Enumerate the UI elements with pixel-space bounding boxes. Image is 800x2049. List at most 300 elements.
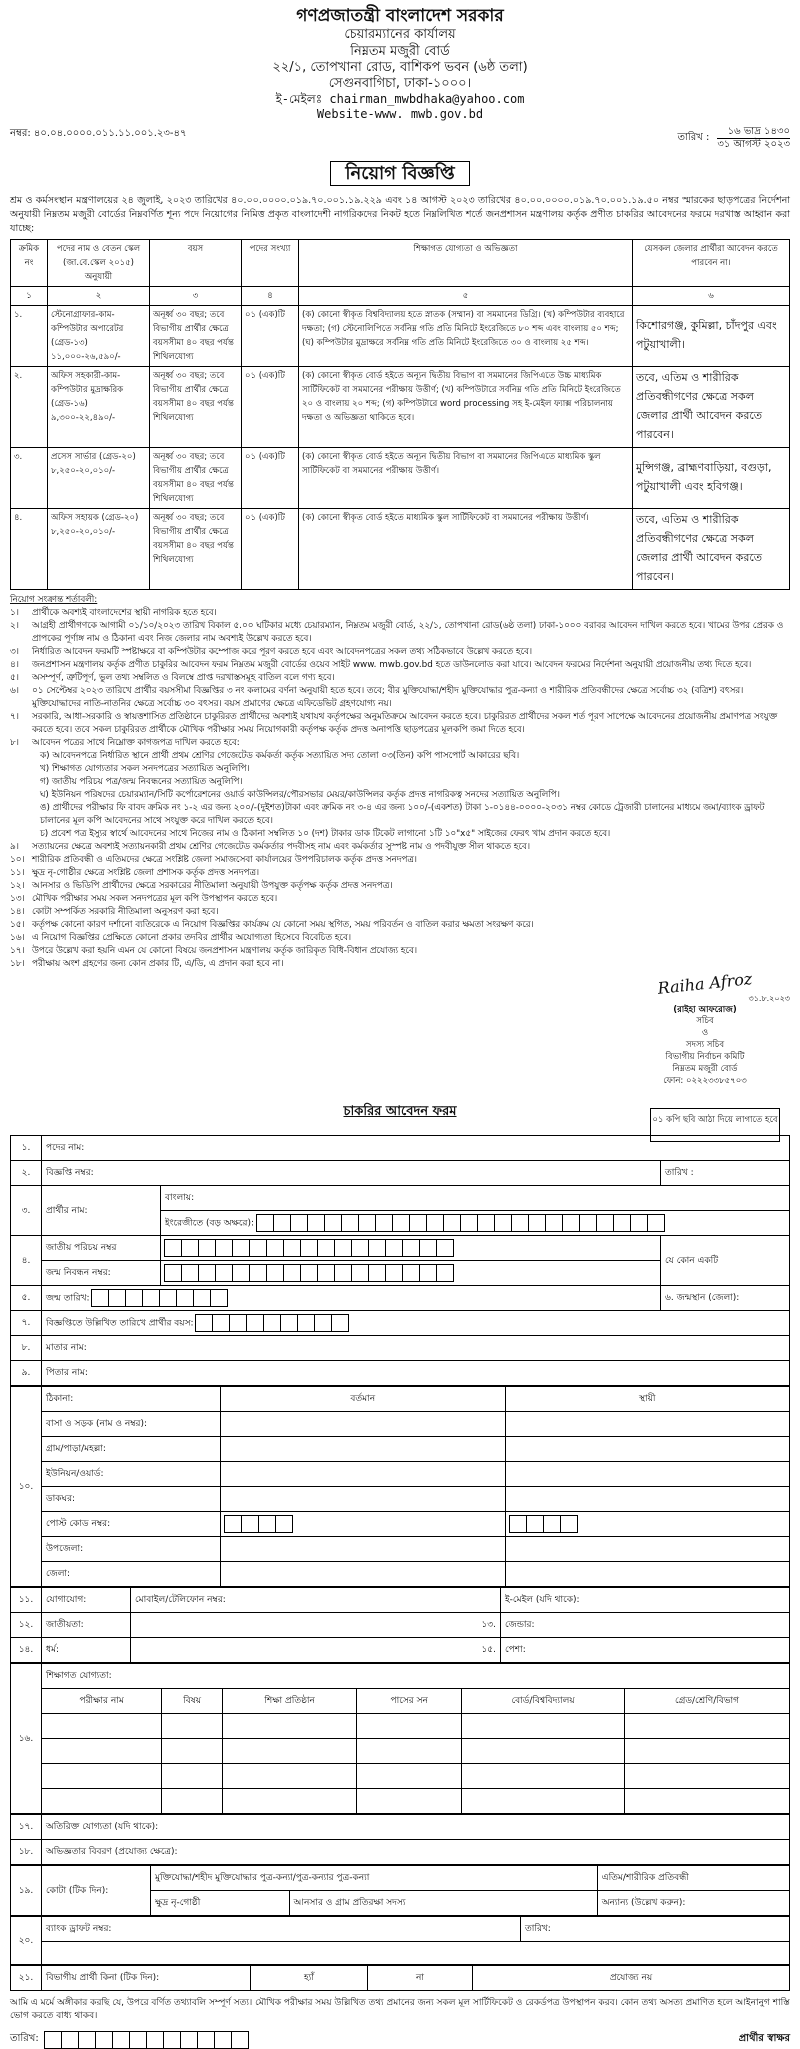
age-cell: অনূর্ধ্ব ৩০ বছর; তবে বিভাগীয় প্রার্থীর ক্ষেত্রে বয়সসীমা ৪০ বছর পর্যন্ত শিথিলযোগ্য: [150, 366, 242, 447]
list-item: [10, 867, 790, 880]
notice-title-text: নিয়োগ বিজ্ঞপ্তি: [330, 161, 469, 186]
list-item: [10, 737, 790, 750]
form-row: [11, 1637, 790, 1662]
form-row: [11, 1587, 790, 1612]
qualification-cell: (ক) কোনো স্বীকৃত বোর্ড হইতে অন্যূন দ্বিতীয় বিভাগ বা সমমানের জিপিএতে উচ্চ মাধ্যমিক সার্টিফিকেট বা সমমানের পরীক্ষায় উত্তীর্ণ; (খ) কম্পিউটারে সর্বনিম্ন গতি প্রতি মিনিটে ইংরেজিতে ২০ ও বাংলায় ২০ শব্দ; (গ) কম্পিউটারে word processing সহ ই-মেইল ফ্যাক্স পরিচালনায় দক্ষতা ও অভিজ্ঞতা থাকিতে হবে।: [299, 366, 633, 447]
address-row: [11, 1511, 790, 1536]
field-label: বাংলায়:: [165, 1193, 195, 1204]
field-label: কোটা (টিক দিন):: [42, 1865, 151, 1915]
sub-item: ক) আবেদনপত্রে নির্ধারিত স্থানে প্রার্থী প্রথম শ্রেণির গেজেটেড কর্মকর্তা কর্তৃক সত্যায়িত সদ্য তোলা ০৩(তিন) কপি পাসপোর্ট আকারের ছবি।: [40, 750, 520, 761]
field-label: মুক্তিযোদ্ধা/শহীদ মুক্তিযোদ্ধার পুত্র-কন্যা/পুত্র-কন্যার পুত্র-কন্যা: [155, 1873, 370, 1884]
list-item: [10, 607, 790, 620]
term-number: ৬।: [10, 685, 19, 696]
term-number: ৭।: [10, 711, 19, 722]
edu-input[interactable]: [162, 1738, 223, 1763]
row-number: ১৫.: [481, 1645, 496, 1656]
posts-table: [10, 239, 790, 590]
age-field[interactable]: [42, 1310, 790, 1335]
applicant-signature[interactable]: প্রার্থীর স্বাক্ষর: [738, 2033, 790, 2045]
term-number: ৫।: [10, 672, 19, 683]
districts-cell: কিশোরগঞ্জ, কুমিল্লা, চাঁদপুর এবং পটুয়াখালী।: [633, 305, 790, 366]
sub-item: চ) প্রবেশ পত্র ইস্যুর স্বার্থে আবেদনের সাথে নিজের নাম ও ঠিকানা সম্বলিত ১০ (দশ) টাকার ডাক টিকেট লাগানো ১টি ১০"x৫" সাইজের ফেরৎ খাম প্রদান করতে হবে।: [40, 828, 611, 839]
edu-input[interactable]: [625, 1763, 790, 1788]
row-number: ৪.: [11, 1235, 42, 1285]
edu-input[interactable]: [625, 1713, 790, 1738]
field-label: অতিরিক্ত যোগ্যতা (যদি থাকে):: [46, 1822, 159, 1833]
address-table: [10, 1386, 790, 1587]
term-number: ১২।: [10, 880, 25, 891]
website-line: Website-www. mwb.gov.bd: [316, 107, 484, 122]
field-note: যে কোন একটি: [661, 1235, 790, 1285]
terms-section: [10, 594, 790, 971]
sub-item: গ) জাতীয় পরিচয় পত্র/জন্ম নিবন্ধনের সত্যায়িত অনুলিপি।: [40, 776, 243, 787]
term-number: ১।: [10, 607, 19, 618]
signatory-name: (রাইহা আফরোজ): [673, 1004, 737, 1015]
term-text: কোটা সম্পর্কিত সরকারি নীতিমালা অনুসরণ করা হবে।: [32, 906, 219, 917]
date-gregorian: ৩১ আগস্ট ২০২৩: [717, 139, 790, 151]
form-row: [11, 1916, 790, 1941]
field-label: বাসা ও সড়ক (নাম ও নম্বর):: [42, 1411, 221, 1436]
list-item: [10, 854, 790, 867]
field-label: না: [416, 1973, 424, 1984]
field-label: অন্যান্য (উল্লেখ করুন):: [601, 1898, 686, 1909]
name-english-field[interactable]: [161, 1210, 790, 1235]
present-address-header: বর্তমান: [221, 1386, 506, 1411]
term-text: ০১ সেপ্টেম্বর ২০২৩ তারিখে প্রার্থীর বয়সসীমা বিজ্ঞপ্তির ৩ নং কলামের বর্ণনা অনুযায়ী হতে হবে। তবে; বীর মুক্তিযোদ্ধা/শহীদ মুক্তিযোদ্ধার পুত্র-কন্যা ও শারীরিক প্রতিবন্ধীদের ক্ষেত্রে সর্বোচ্চ ৩২ (বত্রিশ) বৎসর। মুক্তিযোদ্ধাদের নাতি-নাতনির ক্ষেত্রে সর্বোচ্চ ৩০ বৎসর। বয়স প্রমাণের ক্ষেত্রে এফিডেভিট গ্রহণযোগ্য নয়।: [32, 685, 744, 709]
form-row: [11, 1335, 790, 1360]
age-cell: অনূর্ধ্ব ৩০ বছর; তবে বিভাগীয় প্রার্থীর ক্ষেত্রে বয়সসীমা ৪০ বছর পর্যন্ত শিথিলযোগ্য: [150, 508, 242, 589]
declaration-text: আমি এ মর্মে অঙ্গীকার করছি যে, উপরে বর্ণিত তথ্যাবলি সম্পূর্ণ সত্য। মৌখিক পরীক্ষার সময় উল্লিখিত তথ্য প্রমানের জন্য সকল মূল সার্টিফিকেট ও রেকর্ডপত্র উপস্থাপন করব। কোন তথ্য অসত্য প্রমাণিত হলে আইনানুগ শাস্তি ভোগ করতে বাধ্য থাকব।: [10, 1997, 790, 2021]
field-label: পদের নাম:: [46, 1143, 85, 1154]
row-number: ৯.: [11, 1360, 42, 1385]
present-village-input[interactable]: [221, 1436, 506, 1461]
table-row: [11, 366, 790, 447]
office-name: চেয়ারম্যানের কার্যালয়: [344, 27, 456, 43]
table-row: [11, 1763, 790, 1788]
field-label: ধর্ম:: [42, 1637, 131, 1662]
name-bangla-field[interactable]: [161, 1185, 790, 1210]
term-text: পরীক্ষায় অংশ গ্রহণের জন্য কোন প্রকার টি, এ/ডি, এ প্রদান করা হবে না।: [32, 958, 284, 969]
edu-input[interactable]: [222, 1763, 356, 1788]
term-text: শারীরিক প্রতিবন্ধী ও এতিমদের ক্ষেত্রে সংশ্লিষ্ট জেলা সমাজসেবা কার্যালয়ের উপপরিচালক কর্তৃক প্রদত্ত সনদপত্র।: [32, 854, 417, 865]
field-label: তারিখ :: [665, 1168, 694, 1179]
form-row: [11, 1839, 790, 1864]
edu-input[interactable]: [462, 1788, 625, 1813]
occupation-field[interactable]: [501, 1637, 790, 1662]
dept-na-option[interactable]: [472, 1965, 789, 1990]
form-row: [11, 1965, 790, 1990]
row-number: ৩.: [11, 1185, 42, 1235]
term-text: ক্ষুদ্র নৃ-গোষ্ঠীর ক্ষেত্রে সংশ্লিষ্ট জেলা প্রশাসক কর্তৃক প্রদত্ত সনদপত্র।: [32, 867, 260, 878]
birthplace-field[interactable]: [661, 1285, 790, 1310]
field-label: বিভাগীয় প্রার্থী কিনা (টিক দিন):: [42, 1965, 251, 1990]
field-label: গ্রাম/পাড়া/মহল্লা:: [42, 1436, 221, 1461]
permanent-district-input[interactable]: [505, 1561, 790, 1586]
col-board: বোর্ড/বিশ্ববিদ্যালয়: [462, 1688, 625, 1713]
present-postcode-input[interactable]: [221, 1511, 506, 1536]
term-text: সত্যায়নের ক্ষেত্রে অবশ্যই সত্যায়নকারী প্রথম শ্রেণির গেজেটেড কর্মকর্তার পদবীসহ নাম এবং কর্মকর্তার সুস্পষ্ট নাম ও পদবীযুক্ত সীল থাকতে হবে।: [32, 841, 530, 852]
mother-name-field[interactable]: [42, 1335, 790, 1360]
edu-input[interactable]: [42, 1713, 162, 1738]
nid-field[interactable]: [161, 1235, 661, 1260]
term-number: ৮।: [10, 737, 19, 748]
form-row: [11, 1814, 790, 1839]
list-item: [10, 958, 790, 971]
permanent-house-input[interactable]: [505, 1411, 790, 1436]
field-label: জেন্ডার:: [505, 1620, 535, 1631]
count-cell: ০১ (এক)টি: [242, 447, 299, 508]
form-row: [11, 1235, 790, 1260]
row-number: ১৮.: [11, 1839, 42, 1864]
list-item: [10, 841, 790, 854]
address-row: [11, 1536, 790, 1561]
row-number: ১৩.: [481, 1620, 496, 1631]
list-item: [10, 880, 790, 893]
edu-input[interactable]: [625, 1788, 790, 1813]
permanent-postoffice-input[interactable]: [505, 1486, 790, 1511]
term-number: ১৪।: [10, 906, 25, 917]
col-grade: গ্রেড/শ্রেণি/বিভাগ: [625, 1688, 790, 1713]
bank-draft-field[interactable]: [42, 1916, 521, 1941]
bank-extra-field[interactable]: [42, 1941, 790, 1964]
table-row: [11, 1738, 790, 1763]
field-label: আনসার ও গ্রাম প্রতিরক্ষা সদস্য: [293, 1898, 406, 1909]
row-number: ১.: [11, 1135, 42, 1160]
permanent-postcode-input[interactable]: [505, 1511, 790, 1536]
term-number: ১৬।: [10, 932, 25, 943]
signatory-phone: ফোন: ০২২২৩৩৮৫৭০৩: [663, 1075, 747, 1086]
birth-reg-field[interactable]: [161, 1260, 661, 1285]
address-line: ২২/১, তোপখানা রোড, বাশিকপ ভবন (৬ষ্ঠ তলা): [272, 59, 528, 75]
sub-item: খ) শিক্ষাগত যোগ্যতার সকল সনদপত্রের সত্যায়িত অনুলিপি।: [40, 763, 250, 774]
term-number: ১৩।: [10, 893, 25, 904]
extra-table: [10, 1814, 790, 1865]
address-row: [11, 1436, 790, 1461]
term-text: আগ্রহী প্রার্থীগণকে আগামী ০১/১০/২০২৩ তারিখ বিকাল ৫.০০ ঘটিকার মধ্যে চেয়ারম্যান, নিম্নতম মজুরী বোর্ড, ২২/১, তোপখানা রোড(৬ষ্ঠ তলা) ঢাকা-১০০০ বরাবর আবেদন দাখিল করতে হবে। খামের উপর প্রেরক ও প্রাপকের পূর্ণাঙ্গ নাম ও ঠিকানা এবং নিজ জেলার নাম অবশ্যই উল্লেখ করতে হবে।: [32, 620, 784, 644]
present-upazila-input[interactable]: [221, 1536, 506, 1561]
col-count: পদের সংখ্যা: [242, 239, 299, 286]
photo-box: ০১ কপি ছবি আঠা দিয়ে লাগাতে হবে: [650, 1108, 780, 1142]
edu-input[interactable]: [357, 1738, 462, 1763]
departmental-table: [10, 1965, 790, 1991]
quota-ansar[interactable]: [289, 1890, 597, 1915]
field-label: জাতীয়তা:: [42, 1612, 131, 1637]
dept-yes-option[interactable]: [251, 1965, 368, 1990]
count-cell: ০১ (এক)টি: [242, 508, 299, 589]
col-exam: পরীক্ষার নাম: [42, 1688, 162, 1713]
col-year: পাসের সন: [357, 1688, 462, 1713]
edu-input[interactable]: [162, 1763, 223, 1788]
application-form: [10, 1135, 790, 1386]
permanent-union-input[interactable]: [505, 1461, 790, 1486]
date-bengali: ১৬ ভাদ্র ১৪৩০: [717, 126, 790, 139]
serial-cell: ১.: [11, 305, 48, 366]
intro-paragraph: শ্রম ও কর্মসংস্থান মন্ত্রণালয়ের ২৪ জুলাই, ২০২৩ তারিখের ৪০.০০.০০০০.০১৯.৭০.০০১.১৯.২২৯ এবং ১৪ আগস্ট ২০২৩ তারিখের ৪০.০০.০০০০.০১৯.৭০.০০১.১৯.৫০ নম্বর স্মারকের ছাড়পত্রের নির্দেশনা অনুযায়ী নিম্নতম মজুরী বোর্ডের নিম্নবর্ণিত শূন্য পদে নিয়োগের নিমিত্ত প্রকৃত বাংলাদেশী নাগরিকদের নিকট হতে নিম্নলিখিত শর্তে জনপ্রশাসন মন্ত্রণালয় কর্তৃক প্রণীত চাকরির আবেদনের ফরমে দরখাস্ত আহ্বান করা যাচ্ছে:: [10, 195, 790, 234]
edu-input[interactable]: [162, 1788, 223, 1813]
field-label: ক্ষুদ্র নৃ-গোষ্ঠী: [155, 1898, 201, 1909]
row-number: ৫.: [11, 1285, 42, 1310]
term-text: এ নিয়োগ বিজ্ঞপ্তির প্রেক্ষিতে কোনো প্রকার তদবির প্রার্থীর অযোগ্যতা হিসেবে বিবেচিত হবে।: [32, 932, 352, 943]
form-row: [11, 1612, 790, 1637]
form-row: [11, 1160, 790, 1185]
sub-item: ঘ) ইউনিয়ন পরিষদের চেয়ারম্যান/সিটি কর্পোরেশনের ওয়ার্ড কাউন্সিলর/পৌরসভার মেয়র/কাউন্সিলর কর্তৃক প্রদত্ত নাগরিকত্ব সনদের সত্যায়িত অনুলিপি।: [40, 789, 560, 800]
term-number: ১৫।: [10, 919, 25, 930]
index-cell: ৪: [242, 286, 299, 305]
col-post: পদের নাম ও বেতন স্কেল (জা.বে.স্কেল ২০১৫) অনুযায়ী: [48, 239, 150, 286]
term-number: ১০।: [10, 854, 25, 865]
age-cell: অনূর্ধ্ব ৩০ বছর; তবে বিভাগীয় প্রার্থীর ক্ষেত্রে বয়সসীমা ৪০ বছর পর্যন্ত শিথিলযোগ্য: [150, 447, 242, 508]
form-row: [11, 1310, 790, 1335]
field-label: অভিজ্ঞতার বিবরণ (প্রযোজ্য ক্ষেত্রে):: [46, 1847, 178, 1858]
field-label: হ্যাঁ: [304, 1973, 314, 1984]
bank-table: [10, 1916, 790, 1965]
quota-table: [10, 1865, 790, 1916]
qualification-cell: (ক) কোনো স্বীকৃত বোর্ড হইতে অন্যূন দ্বিতীয় বিভাগ বা সমমানের জিপিএতে মাধ্যমিক স্কুল সার্টিফিকেট বা সমমানের পরীক্ষায় উত্তীর্ণ।: [299, 447, 633, 508]
notice-title: [10, 159, 790, 190]
date-input[interactable]: [45, 2031, 249, 2049]
index-cell: ৬: [633, 286, 790, 305]
term-number: ২।: [10, 620, 19, 631]
memo-number: নম্বর: ৪০.০৪.০০০০.০১১.১১.০০১.২৩-৪৭: [10, 128, 187, 140]
date-label: তারিখ:: [10, 2033, 39, 2045]
edu-input[interactable]: [42, 1763, 162, 1788]
quota-other[interactable]: [597, 1890, 789, 1915]
edu-input[interactable]: [357, 1788, 462, 1813]
list-item: [10, 685, 790, 711]
edu-input[interactable]: [462, 1738, 625, 1763]
post-cell: অফিস সহকারী-কাম-কম্পিউটার মুদ্রাক্ষরিক (গ্রেড-১৬) ৯,৩০০-২২,৪৯০/-: [48, 366, 150, 447]
districts-cell: মুন্সিগঞ্জ, ব্রাহ্মণবাড়িয়া, বগুড়া, পটুয়াখালী এবং হবিগঞ্জ।: [633, 447, 790, 508]
term-text: সরকারি, আধা-সরকারি ও স্বায়ত্তশাসিত প্রতিষ্ঠানে চাকুরিরত প্রার্থীদের অবশ্যই যথাযথ কর্তৃপক্ষের অনুমতিক্রমে আবেদন করতে হবে। চাকুরিরত প্রার্থীদের সকল শর্ত পূরণ সাপেক্ষে আবেদনের প্রয়োজনীয় প্রমাণপত্র সংযুক্ত করতে হবে। তবে সকল চাকুরিরত প্রার্থীকে মৌখিক পরীক্ষার সময় নিয়োগকারী কর্তৃপক্ষ কর্তৃক প্রদত্ত অনাপত্তি ছাড়পত্রের মূলকপি জমা দিতে হবে।: [32, 711, 778, 735]
field-label: ঠিকানা:: [42, 1386, 221, 1411]
advertisement-page: [10, 6, 790, 2049]
experience-field[interactable]: [42, 1839, 790, 1864]
index-cell: ২: [48, 286, 150, 305]
field-label: উপজেলা:: [42, 1536, 221, 1561]
list-item: [10, 932, 790, 945]
field-label: বিজ্ঞপ্তি নম্বর:: [46, 1168, 94, 1179]
field-label: এতিম/শারীরিক প্রতিবন্ধী: [601, 1873, 689, 1884]
edu-input[interactable]: [462, 1713, 625, 1738]
list-item: [10, 646, 790, 659]
present-postoffice-input[interactable]: [221, 1486, 506, 1511]
quota-orphan-disabled[interactable]: [597, 1865, 789, 1890]
field-label: ইউনিয়ন/ওয়ার্ড:: [42, 1461, 221, 1486]
row-number: ৮.: [11, 1335, 42, 1360]
additional-qualification-field[interactable]: [42, 1814, 790, 1839]
col-subject: বিষয়: [162, 1688, 223, 1713]
form-title: চাকরির আবেদন ফরম: [343, 1103, 457, 1119]
signatory-role-2: সদস্য সচিব: [685, 1040, 725, 1051]
col-institution: শিক্ষা প্রতিষ্ঠান: [222, 1688, 356, 1713]
serial-cell: ৪.: [11, 508, 48, 589]
term-text: জনপ্রশাসন মন্ত্রণালয় কর্তৃক প্রণীত চাকুরির আবেদন ফরম নিম্নতম মজুরী বোর্ডের ওয়েব সাইট www. mwb.gov.bd হতে ডাউনলোড করা যাবে। আবেদন ফরমের নির্দেশনা অনুযায়ী প্রয়োজনীয় তথ্য দিতে হবে।: [32, 659, 752, 670]
edu-input[interactable]: [42, 1738, 162, 1763]
email-field[interactable]: [501, 1587, 790, 1612]
col-districts: যেসকল জেলার প্রার্থীরা আবেদন করতে পারবেন না।: [633, 239, 790, 286]
nationality-field[interactable]: [131, 1612, 501, 1637]
edu-input[interactable]: [462, 1763, 625, 1788]
list-item: [10, 906, 790, 919]
signatory-and: ও: [701, 1028, 709, 1039]
term-text: আবেদন পত্রের সাথে নিম্নোক্ত কাগজপত্র দাখিল করতে হবে:: [32, 737, 240, 748]
row-number: ২.: [11, 1160, 42, 1185]
list-item: [10, 711, 790, 737]
col-serial: ক্রমিক নং: [11, 239, 48, 286]
index-cell: ৫: [299, 286, 633, 305]
serial-cell: ২.: [11, 366, 48, 447]
row-number: ২০.: [11, 1916, 42, 1964]
letterhead: [10, 6, 790, 122]
address-row: [11, 1411, 790, 1436]
edu-input[interactable]: [222, 1713, 356, 1738]
gender-field[interactable]: [501, 1612, 790, 1637]
permanent-address-header: স্থায়ী: [505, 1386, 790, 1411]
list-item: [10, 945, 790, 958]
row-number: ৭.: [11, 1310, 42, 1335]
dob-field[interactable]: [42, 1285, 661, 1310]
address-row: [11, 1486, 790, 1511]
notice-date-field[interactable]: [661, 1160, 790, 1185]
districts-cell: তবে, এতিম ও শারীরিক প্রতিবন্ধীগণের ক্ষেত্রে সকল জেলার প্রার্থী আবেদন করতে পারবেন।: [633, 508, 790, 589]
row-number: ১০.: [11, 1386, 42, 1586]
term-text: প্রার্থীকে অবশ্যই বাংলাদেশের স্থায়ী নাগরিক হতে হবে।: [32, 607, 217, 618]
index-cell: ৩: [150, 286, 242, 305]
field-label: বিজ্ঞপ্তিতে উল্লিখিত তারিখে প্রার্থীর বয়স:: [46, 1318, 194, 1329]
row-number: ১২.: [11, 1612, 42, 1637]
field-label: মাতার নাম:: [46, 1343, 87, 1354]
signature-date: ৩১.৮.২০২৩: [748, 994, 790, 1004]
board-name: নিম্নতম মজুরী বোর্ড: [350, 43, 450, 59]
signatory-role: সচিব: [696, 1016, 714, 1027]
edu-input[interactable]: [222, 1738, 356, 1763]
field-label: জেলা:: [42, 1561, 221, 1586]
index-cell: ১: [11, 286, 48, 305]
table-row: [11, 305, 790, 366]
edu-input[interactable]: [357, 1763, 462, 1788]
row-number: ১৭.: [11, 1814, 42, 1839]
row-number: ১৬.: [11, 1663, 42, 1813]
term-number: ১১।: [10, 867, 25, 878]
education-table: [10, 1663, 790, 1814]
present-district-input[interactable]: [221, 1561, 506, 1586]
form-row: [11, 1285, 790, 1310]
field-label: জন্ম তারিখ:: [46, 1293, 90, 1304]
city-line: সেগুনবাগিচা, ঢাকা-১০০০।: [328, 76, 472, 91]
qualification-cell: (ক) কোনো স্বীকৃত বোর্ড হইতে মাধ্যমিক স্কুল সার্টিফিকেট বা সমমানের পরীক্ষায় উত্তীর্ণ।: [299, 508, 633, 589]
list-item: [10, 659, 790, 672]
father-name-field[interactable]: [42, 1360, 790, 1385]
edu-input[interactable]: [42, 1788, 162, 1813]
count-cell: ০১ (এক)টি: [242, 305, 299, 366]
terms-heading: নিয়োগ সংক্রান্ত শর্তাবলী:: [10, 594, 98, 605]
field-label: ই-মেইল (যদি থাকে):: [505, 1595, 580, 1606]
present-house-input[interactable]: [221, 1411, 506, 1436]
field-label: ডাকঘর:: [42, 1486, 221, 1511]
permanent-upazila-input[interactable]: [505, 1536, 790, 1561]
signature-scrawl: Raiha Afroz: [656, 969, 754, 998]
government-name: গণপ্রজাতন্ত্রী বাংলাদেশ সরকার: [296, 6, 504, 26]
post-cell: অফিস সহায়ক (গ্রেড-২০) ৮,২৫০-২০,০১০/-: [48, 508, 150, 589]
field-label: পোস্ট কোড নম্বর:: [42, 1511, 221, 1536]
list-item: [10, 620, 790, 646]
col-qualification: শিক্ষাগত যোগ্যতা ও অভিজ্ঞতা: [299, 239, 633, 286]
edu-input[interactable]: [357, 1713, 462, 1738]
present-union-input[interactable]: [221, 1461, 506, 1486]
reference-line: [10, 126, 790, 151]
field-label: জন্ম নিবন্ধন নম্বর:: [42, 1260, 161, 1285]
field-label: পিতার নাম:: [46, 1368, 88, 1379]
phone-field[interactable]: [131, 1587, 501, 1612]
edu-input[interactable]: [625, 1738, 790, 1763]
sub-item: ঙ) প্রার্থীদের পরীক্ষার ফি বাবদ ক্রমিক নং ১-২ এর জন্য ২০০/-(দুইশত)টাকা এবং ক্রমিক নং ৩-৪ এর জন্য ১০০/-(একশত) টাকা ১-০১৪৪-০০০০-২০৩১ নম্বর কোডে ট্রেজারী চালানের মাধ্যমে জমা/ব্যাংক ড্রাফট চালানের মূল কপি আবেদনের সাথে সংযুক্ত করে দাখিল করতে হবে।: [40, 802, 765, 826]
table-row: [11, 447, 790, 508]
term-number: ৩।: [10, 646, 19, 657]
term-text: নির্ধারিত আবেদন ফরমটি স্পষ্টাক্ষরে বা কম্পিউটার কম্পোজ করে পূরণ করতে হবে এবং আবেদনপত্রের সকল তথ্য সঠিকভাবে উল্লেখ করতে হবে।: [32, 646, 533, 657]
field-label: জাতীয় পরিচয় নম্বর: [42, 1235, 161, 1260]
list-item: [10, 672, 790, 685]
term-number: ৯।: [10, 841, 19, 852]
post-cell: প্রসেস সার্ভার (গ্রেড-২০) ৮,২৫০-২০,০১০/-: [48, 447, 150, 508]
field-label: ৬. জন্মস্থান (জেলা):: [665, 1293, 740, 1304]
quota-ethnic[interactable]: [151, 1890, 290, 1915]
term-text: অসম্পূর্ণ, ত্রুটিপূর্ণ, ভুল তথ্য সম্বলিত ও বিলম্বে প্রাপ্ত দরখাস্তসমূহ বাতিল বলে গণ্য হবে।: [32, 672, 335, 683]
qualification-cell: (ক) কোনো স্বীকৃত বিশ্ববিদ্যালয় হতে স্নাতক (সম্মান) বা সমমানের ডিগ্রি। (খ) কম্পিউটার ব্যবহারে দক্ষতা; (গ) স্টেনোলিপিতে সর্বনিম্ন গতি প্রতি মিনিটে ইংরেজিতে ৮০ শব্দ এবং বাংলায় ৫০ শব্দ; (ঘ) কম্পিউটার মুদ্রাক্ষরে সর্বনিম্ন গতি প্রতি মিনিটে ইংরেজিতে ৩০ ও বাংলায় ২৫ শব্দ।: [299, 305, 633, 366]
edu-input[interactable]: [222, 1788, 356, 1813]
dept-no-option[interactable]: [368, 1965, 473, 1990]
term-number: ১৭।: [10, 945, 25, 956]
signatory-committee: বিভাগীয় নির্বাচন কমিটি: [665, 1052, 745, 1063]
address-row: [11, 1461, 790, 1486]
term-number: ৪।: [10, 659, 19, 670]
signature-block: [10, 969, 790, 1088]
col-age: বয়স: [150, 239, 242, 286]
term-number: ১৮।: [10, 958, 25, 969]
contact-table: [10, 1587, 790, 1663]
field-label: ব্যাংক ড্রাফট নম্বর:: [46, 1924, 112, 1935]
table-row: [11, 508, 790, 589]
form-footer: [10, 2031, 790, 2049]
field-label: মোবাইল/টেলিফোন নম্বর:: [135, 1595, 226, 1606]
edu-input[interactable]: [162, 1713, 223, 1738]
field-label: তারিখ:: [525, 1924, 551, 1935]
religion-field[interactable]: [131, 1637, 501, 1662]
field-label: প্রার্থীর নাম:: [42, 1185, 161, 1235]
field-label: পেশা:: [505, 1645, 526, 1656]
row-number: ১১.: [11, 1587, 42, 1612]
bank-date-field[interactable]: [521, 1916, 790, 1941]
signatory-office: নিম্নতম মজুরী বোর্ড: [672, 1064, 738, 1075]
term-text: উপরে উল্লেখ করা হয়নি এমন যে কোনো বিষয়ে জনপ্রশাসন মন্ত্রণালয় কর্তৃক জারিকৃত বিধি-বিধান প্রযোজ্য হবে।: [32, 945, 417, 956]
age-cell: অনূর্ধ্ব ৩০ বছর; তবে বিভাগীয় প্রার্থীর ক্ষেত্রে বয়সসীমা ৪০ বছর পর্যন্ত শিথিলযোগ্য: [150, 305, 242, 366]
email-line: ই-মেইলঃ chairman_mwbdhaka@yahoo.com: [275, 92, 525, 107]
post-cell: স্টেনোগ্রাফার-কাম-কম্পিউটার অপারেটর (গ্রেড-১৩) ১১,০০০-২৬,৫৯০/-: [48, 305, 150, 366]
notice-number-field[interactable]: [42, 1160, 661, 1185]
field-label: ইংরেজীতে (বড় অক্ষরে):: [165, 1218, 254, 1229]
row-number: ২১.: [11, 1965, 42, 1990]
serial-cell: ৩.: [11, 447, 48, 508]
form-row: [11, 1360, 790, 1385]
term-text: কর্তৃপক্ষ কোনো কারণ দর্শানো ব্যতিরেকে এ নিয়োগ বিজ্ঞপ্তির কার্যক্রম যে কোনো সময় স্থগিত, সময় পরিবর্তন ও বাতিল করার ক্ষমতা সংরক্ষণ করে।: [32, 919, 534, 930]
count-cell: ০১ (এক)টি: [242, 366, 299, 447]
quota-freedom-fighter[interactable]: [151, 1865, 598, 1890]
term-text: মৌখিক পরীক্ষার সময় সকল সনদপত্রের মূল কপি উপস্থাপন করতে হবে।: [32, 893, 278, 904]
list-item: [10, 893, 790, 906]
term-text: আনসার ও ভিডিপি প্রার্থীদের ক্ষেত্রে সরকারের নীতিমালা অনুযায়ী উপযুক্ত কর্তৃপক্ষ কর্তৃক প্রদত্ত সনদপত্র।: [32, 880, 393, 891]
table-row: [11, 1713, 790, 1738]
list-item: [10, 919, 790, 932]
permanent-village-input[interactable]: [505, 1436, 790, 1461]
